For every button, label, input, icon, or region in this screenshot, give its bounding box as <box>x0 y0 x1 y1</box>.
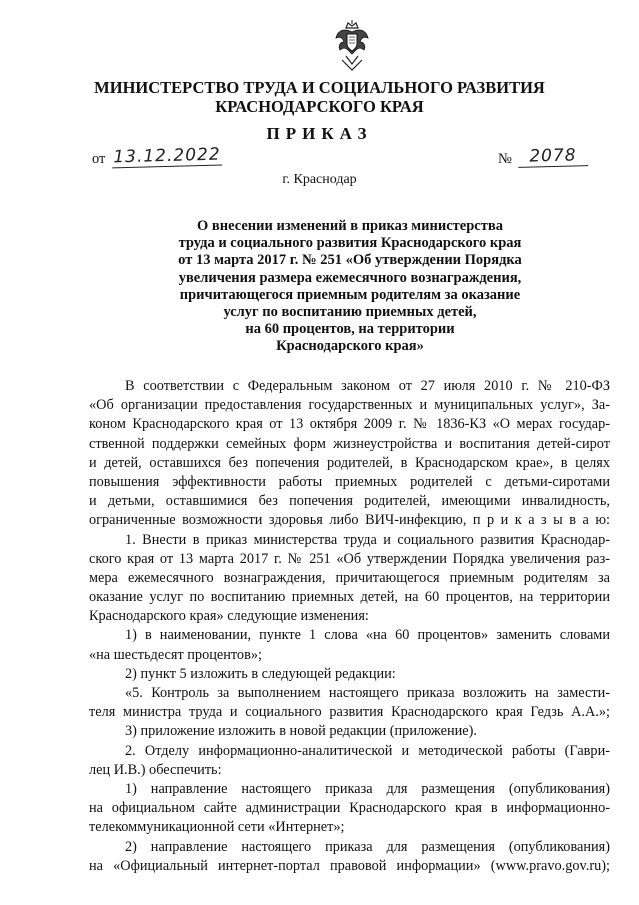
body-line: Краснодарского края» следующие изменения: <box>89 608 369 625</box>
body-line: ограниченные возможности здоровья либо ВИЧ-инфекцию, п р и к а з ы в а ю: <box>89 512 610 529</box>
body-line: 3) приложение изложить в новой редакции (приложение). <box>125 723 477 740</box>
title-line: труда и социального развития Краснодарского края <box>178 235 522 252</box>
body-line: В соответствии с Федеральным законом от 27 июля 2010 г. № 210-ФЗ <box>125 378 610 394</box>
number-label: № <box>498 151 512 167</box>
body-line: и детьми, оставшимися без попечения родителей, имеющими инвалидность, <box>89 493 610 510</box>
body-line: 2. Отделу информационно-аналитической и методической работы (Гаври- <box>125 742 610 759</box>
body-line: на официальном сайте администрации Краснодарского края в информационно- <box>89 800 610 817</box>
body-line: 1) в наименовании, пункте 1 слова «на 60 процентов» заменить словами <box>125 627 610 644</box>
title-line: Краснодарского края» <box>276 338 424 355</box>
handwritten-date: 13.12.2022 <box>113 144 221 168</box>
title-line: на 60 процентов, на территории <box>245 321 455 338</box>
ministry-name-line-1: МИНИСТЕРСТВО ТРУДА И СОЦИАЛЬНОГО РАЗВИТИЯ <box>94 78 545 97</box>
title-line: услуг по воспитанию приемных детей, <box>223 304 477 321</box>
body-line: на «Официальный интернет-портал правовой информации» (www.pravo.gov.ru); <box>89 857 610 874</box>
document-title <box>160 218 540 356</box>
ministry-name-line-2: КРАСНОДАРСКОГО КРАЯ <box>215 97 424 116</box>
city-line: г. Краснодар <box>282 172 357 187</box>
body-line: лец И.В.) обеспечить: <box>89 761 222 778</box>
document-type: ПРИКАЗ <box>266 124 373 143</box>
body-line: 1) направление настоящего приказа для размещения (опубликования) <box>125 780 610 797</box>
body-line: и детей, оставшихся без попечения родителей, в Краснодарском крае», в целях <box>89 454 610 471</box>
body-line: коном Краснодарского края от 13 октября 2009 г. № 1836-КЗ «О мерах государ- <box>89 416 610 433</box>
body-line: телекоммуникационной сети «Интернет»; <box>89 819 345 836</box>
body-line: 2) направление настоящего приказа для размещения (опубликования) <box>125 838 610 855</box>
body-line: 1. Внести в приказ министерства труда и социального развития Краснодар- <box>125 531 610 548</box>
body-line: «5. Контроль за выполнением настоящего приказа возложить на замести- <box>125 685 610 701</box>
title-line: от 13 марта 2017 г. № 251 «Об утверждении Порядка <box>178 252 522 269</box>
document-body <box>89 377 610 876</box>
title-line: О внесении изменений в приказ министерства <box>197 218 503 234</box>
body-line: повышения эффективности работы приемных родителей с детьми-сиротами <box>89 473 610 490</box>
body-line: «на шестьдесят процентов»; <box>89 646 262 663</box>
date-label: от <box>92 151 106 167</box>
body-line: ственной поддержки семейных форм жизнеустройства и воспитания детей-сирот <box>89 435 610 452</box>
body-line: теля министра труда и социального развития Краснодарского края Гедзь А.А.»; <box>89 704 610 721</box>
title-line: причитающегося приемным родителям за оказание <box>179 286 521 303</box>
body-line: «Об организации предоставления государственных и муниципальных услуг», За- <box>89 397 610 414</box>
body-line: оказание услуг по воспитанию приемных детей, на 60 процентов, на территории <box>89 589 610 606</box>
title-line: увеличения размера ежемесячного вознаграждения, <box>178 269 522 286</box>
coat-of-arms-icon <box>334 20 370 72</box>
ministry-name <box>0 78 639 116</box>
body-line: мера ежемесячного вознаграждения, причитающегося приемным родителям за <box>89 569 610 586</box>
handwritten-number: 2078 <box>518 145 589 168</box>
body-line: 2) пункт 5 изложить в следующей редакции: <box>125 665 396 682</box>
body-line: ского края от 13 марта 2017 г. № 251 «Об утверждении Порядка увеличения раз- <box>89 550 610 567</box>
